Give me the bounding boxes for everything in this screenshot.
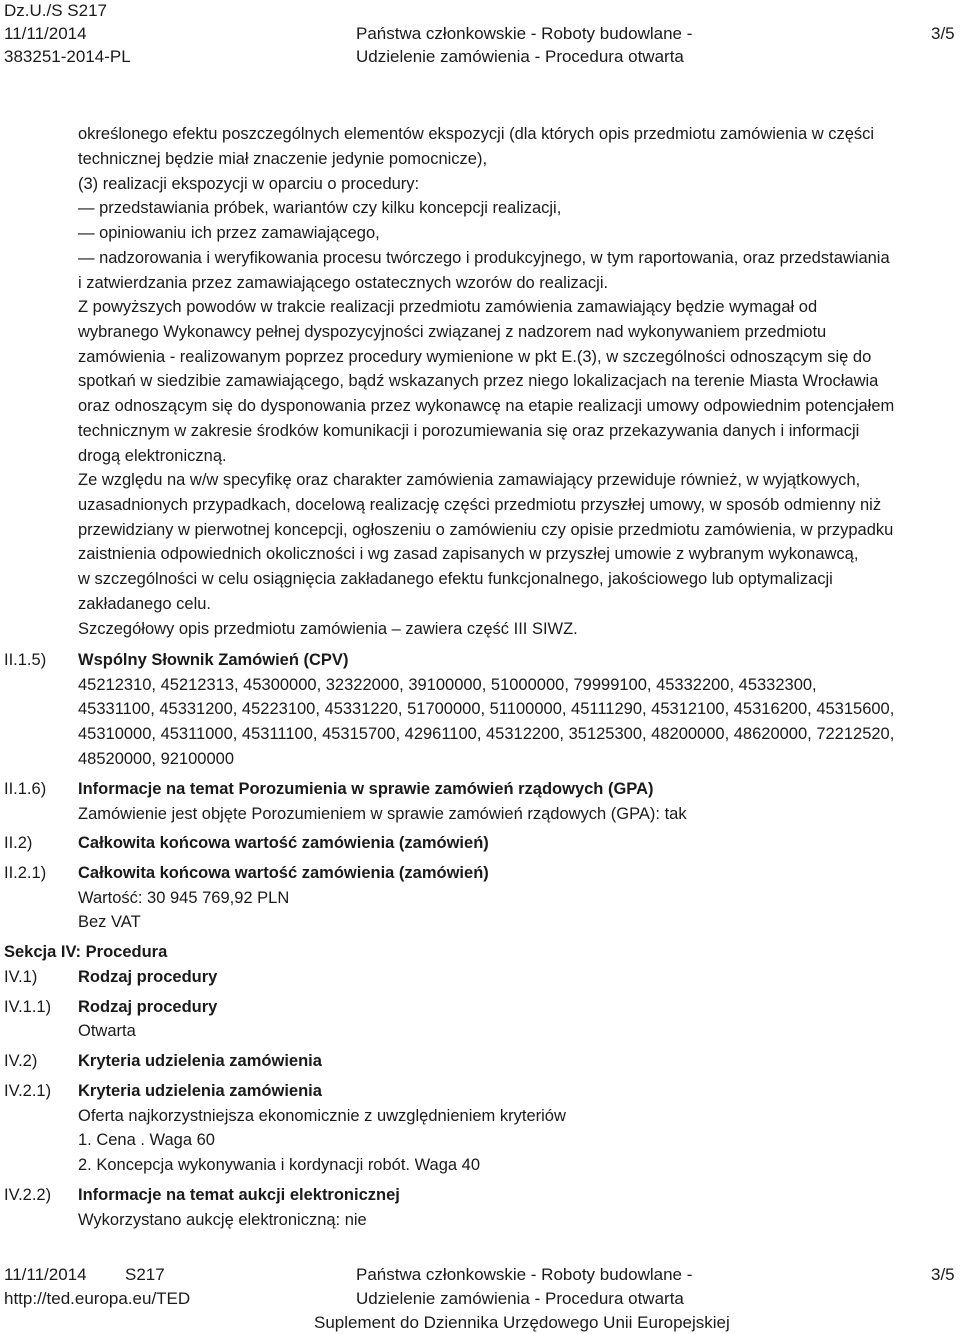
section-number: II.1.6)	[4, 780, 47, 798]
footer-procedure: Udzielenie zamówienia - Procedura otwarta	[356, 1289, 684, 1308]
footer-page-number: 3/5	[931, 1265, 955, 1284]
criteria-line: 2. Koncepcja wykonywania i kordynacji robót. Waga 40	[78, 1156, 481, 1174]
text-line: wybranego Wykonawcy pełnej dyspozycyjności związanej z nadzorem nad wykonywaniem przedmiotu	[78, 323, 827, 341]
text-line: drogą elektroniczną.	[78, 447, 227, 465]
text-line: oraz odnoszącym się do dysponowania przez wykonawcę na etapie realizacji umowy odpowiednim potencjałem	[78, 397, 895, 415]
text-line: (3) realizacji ekspozycji w oparciu o procedury:	[78, 175, 420, 193]
criteria-line: Oferta najkorzystniejsza ekonomicznie z uwzględnieniem kryteriów	[78, 1107, 566, 1125]
text-line: zakładanego celu.	[78, 595, 212, 613]
text-line: uzasadnionych przypadkach, docelową realizację części przedmiotu przyszłej umowy, w sposób odmienny niż	[78, 496, 882, 514]
text-line: zaistnienia odpowiednich okoliczności i wg zasad zapisanych w przyszłej umowie z wybranym wykonawcą,	[78, 545, 859, 563]
section-number: IV.1)	[4, 968, 38, 986]
text-line: spotkań w siedzibie zamawiającego, bądź wskazanych przez niego lokalizacjach na terenie Miasta Wrocławia	[78, 372, 879, 390]
section-title: Rodzaj procedury	[78, 998, 218, 1016]
cpv-codes-line: 45310000, 45311000, 45311100, 45315700, 42961100, 45312200, 35125300, 48200000, 48620000, 72212520,	[78, 725, 895, 743]
journal-reference: Dz.U./S S217	[4, 1, 107, 20]
text-line: w szczególności w celu osiągnięcia zakładanego efektu funkcjonalnego, jakościowego lub optymalizacji	[78, 570, 833, 588]
text-line: technicznej będzie miał znaczenie jedynie pomocnicze),	[78, 150, 488, 168]
footer-issue: S217	[125, 1265, 165, 1284]
contract-value: Wartość: 30 945 769,92 PLN	[78, 889, 290, 907]
section-title: Rodzaj procedury	[78, 968, 218, 986]
section-title: Informacje na temat Porozumienia w sprawie zamówień rządowych (GPA)	[78, 780, 654, 798]
header-category: Państwa członkowskie - Roboty budowlane -	[356, 24, 693, 43]
vat-info: Bez VAT	[78, 913, 141, 931]
text-line: Ze względu na w/w specyfikę oraz charakter zamówienia zamawiający przewiduje również, w wyjątkowych,	[78, 471, 861, 489]
cpv-codes-line: 45212310, 45212313, 45300000, 32322000, 39100000, 51000000, 79999100, 45332200, 45332300,	[78, 676, 817, 694]
gpa-statement: Zamówienie jest objęte Porozumieniem w sprawie zamówień rządowych (GPA): tak	[78, 805, 687, 823]
section-title: Wspólny Słownik Zamówień (CPV)	[78, 651, 349, 669]
text-line: przewidziany w pierwotnej koncepcji, ogłoszeniu o zamówieniu czy opisie przedmiotu zamówienia, w przypadku	[78, 521, 894, 539]
footer-date: 11/11/2014	[4, 1265, 87, 1284]
section-title: Kryteria udzielenia zamówienia	[78, 1082, 322, 1100]
section-number: II.2)	[4, 834, 33, 852]
header-procedure: Udzielenie zamówienia - Procedura otwarta	[356, 47, 684, 66]
header-date: 11/11/2014	[4, 24, 87, 43]
text-line: — opiniowaniu ich przez zamawiającego,	[78, 224, 380, 242]
section-heading-procedure: Sekcja IV: Procedura	[4, 943, 168, 961]
section-number: IV.2)	[4, 1052, 38, 1070]
footer-category: Państwa członkowskie - Roboty budowlane -	[356, 1265, 693, 1284]
cpv-codes-line: 45331100, 45331200, 45223100, 45331220, 51700000, 51100000, 45111290, 45312100, 45316200, 45315600,	[78, 700, 895, 718]
text-line: i zatwierdzania przez zamawiającego ostatecznych wzorów do realizacji.	[78, 274, 609, 292]
section-number: II.2.1)	[4, 864, 47, 882]
text-line: zamówienia - realizowanym poprzez procedury wymienione w pkt E.(3), w szczególności odnoszącym się do	[78, 348, 872, 366]
section-title: Całkowita końcowa wartość zamówienia (zamówień)	[78, 834, 489, 852]
section-number: IV.2.2)	[4, 1186, 52, 1204]
section-number: II.1.5)	[4, 651, 47, 669]
text-line: — przedstawiania próbek, wariantów czy kilku koncepcji realizacji,	[78, 199, 562, 217]
section-title: Informacje na temat aukcji elektronicznej	[78, 1186, 400, 1204]
cpv-codes-line: 48520000, 92100000	[78, 750, 234, 768]
procedure-value: Otwarta	[78, 1022, 136, 1040]
header-page-number: 3/5	[931, 24, 955, 43]
footer-url-link[interactable]: http://ted.europa.eu/TED	[4, 1289, 191, 1308]
section-title: Całkowita końcowa wartość zamówienia (zamówień)	[78, 864, 489, 882]
text-line: określonego efektu poszczególnych elementów ekspozycji (dla których opis przedmiotu zamówienia w części	[78, 125, 875, 143]
text-line: technicznym w zakresie środków komunikacji i porozumiewania się oraz przekazywania danych i informacji	[78, 422, 860, 440]
section-number: IV.1.1)	[4, 998, 52, 1016]
section-title: Kryteria udzielenia zamówienia	[78, 1052, 322, 1070]
section-number: IV.2.1)	[4, 1082, 52, 1100]
criteria-line: 1. Cena . Waga 60	[78, 1131, 215, 1149]
text-line: — nadzorowania i weryfikowania procesu twórczego i produkcyjnego, w tym raportowania, oraz przedstawiania	[78, 249, 890, 267]
notice-number: 383251-2014-PL	[4, 47, 131, 66]
text-line: Z powyższych powodów w trakcie realizacji przedmiotu zamówienia zamawiający będzie wymagał od	[78, 298, 818, 316]
footer-supplement: Suplement do Dziennika Urzędowego Unii Europejskiej	[314, 1313, 730, 1332]
auction-statement: Wykorzystano aukcję elektroniczną: nie	[78, 1211, 367, 1229]
text-line: Szczegółowy opis przedmiotu zamówienia – zawiera część III SIWZ.	[78, 620, 578, 638]
